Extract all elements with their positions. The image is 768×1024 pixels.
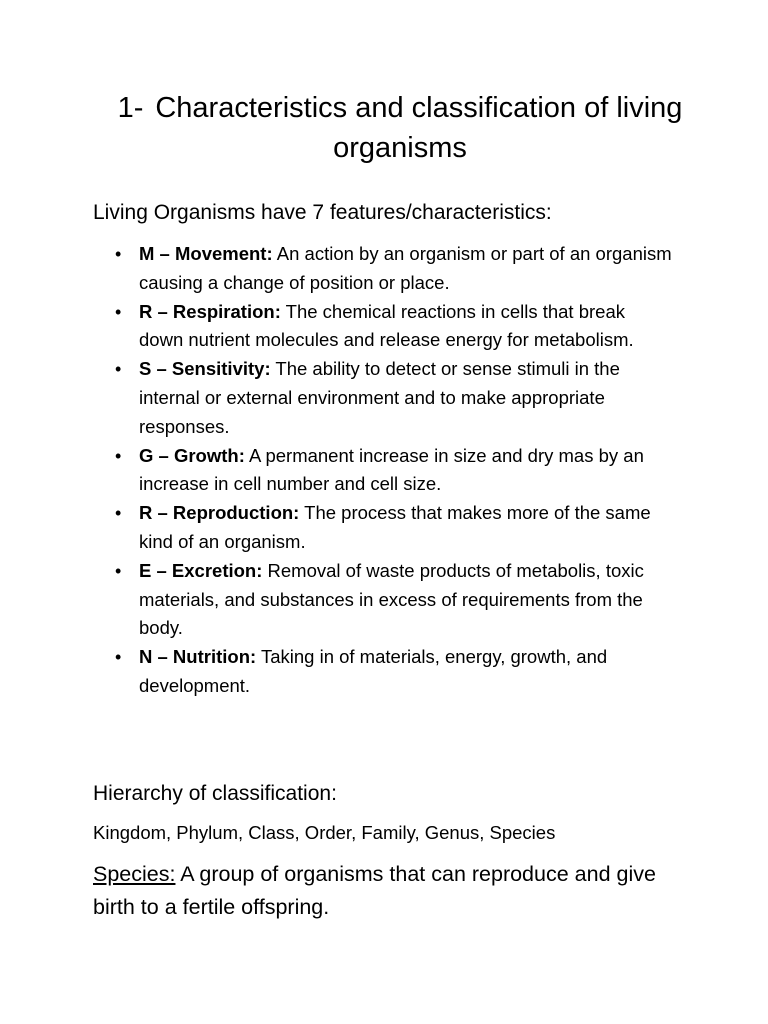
feature-term: R – Respiration: (139, 300, 281, 322)
feature-definition: The chemical reactions in cells that break down nutrient molecules and release energy for metabolism. (139, 300, 634, 351)
list-item (93, 557, 673, 643)
bullet-icon: • (115, 560, 122, 581)
title-number: 1- (117, 92, 144, 124)
bullet-icon: • (115, 647, 122, 668)
feature-term: N – Nutrition: (139, 646, 257, 668)
hierarchy-heading: Hierarchy of classification: (93, 782, 337, 805)
list-item (93, 499, 673, 557)
feature-term: E – Excretion: (139, 559, 263, 581)
list-item (93, 442, 673, 500)
page-title (110, 88, 690, 168)
feature-definition: The process that makes more of the same kind of an organism. (139, 502, 651, 552)
bullet-icon: • (115, 503, 122, 524)
bullet-icon: • (115, 359, 122, 380)
features-list (93, 240, 673, 701)
feature-definition: The ability to detect or sense stimuli in the internal or external environment and to make appropriate responses. (139, 358, 620, 437)
feature-term: R – Reproduction: (139, 502, 300, 524)
feature-definition: Removal of waste products of metabolis, toxic materials, and substances in excess of requirements from the body. (139, 559, 644, 639)
feature-definition: An action by an organism or part of an organism causing a change of position or place. (139, 243, 672, 293)
bullet-icon: • (115, 445, 122, 466)
title-text: Characteristics and classification of living organisms (155, 92, 683, 164)
bullet-icon: • (115, 244, 122, 264)
feature-term: S – Sensitivity: (139, 358, 271, 380)
list-item (93, 240, 673, 298)
species-definition (93, 858, 683, 924)
feature-term: G – Growth: (139, 444, 245, 466)
feature-definition: Taking in of materials, energy, growth, and development. (139, 646, 608, 696)
list-item (93, 355, 673, 441)
list-item (93, 298, 673, 356)
hierarchy-levels: Kingdom, Phylum, Class, Order, Family, Genus, Species (93, 822, 556, 843)
species-term: Species: (93, 862, 176, 886)
bullet-icon: • (115, 301, 122, 322)
feature-definition: A permanent increase in size and dry mas by an increase in cell number and cell size. (139, 444, 644, 495)
list-item (93, 643, 673, 701)
species-definition-text: A group of organisms that can reproduce and give birth to a fertile offspring. (93, 862, 656, 919)
features-intro: Living Organisms have 7 features/characteristics: (93, 201, 552, 224)
feature-term: M – Movement: (139, 243, 273, 264)
